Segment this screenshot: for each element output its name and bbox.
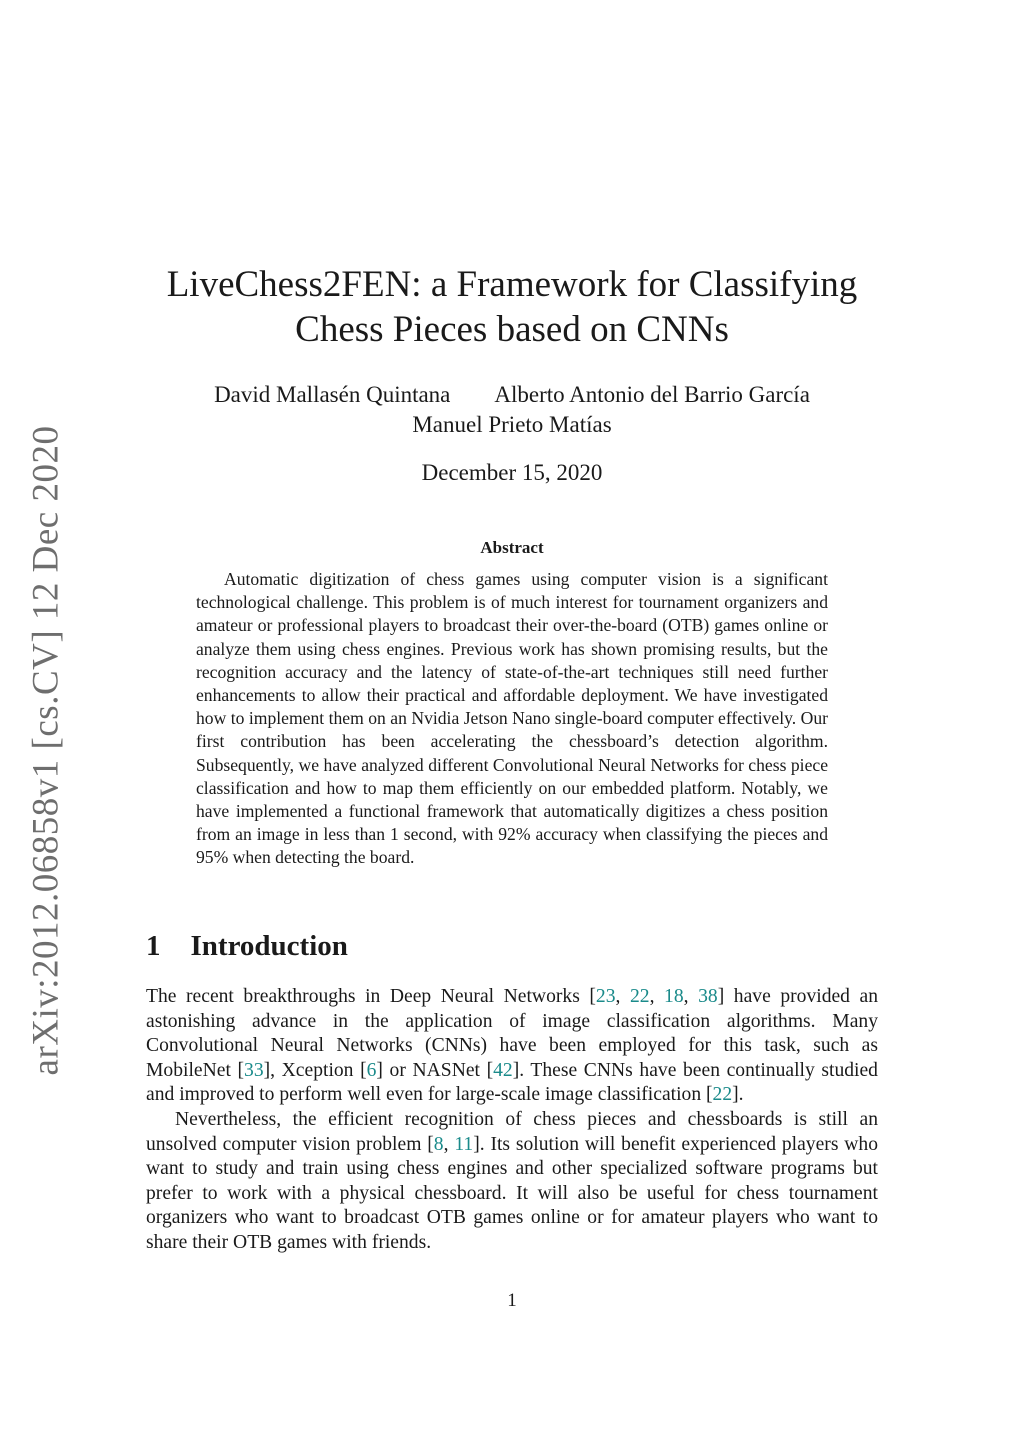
text-run: ]. Its solution will benefit experienced players who want to study and train using chess engines and other specialized software programs but prefer to work with a physical chessboard. It will also be useful for chess tournament organizers who want to broadcast OTB games online or for amateur players who want to share their OTB games with friends.: [146, 1133, 879, 1253]
paragraph-2: [146, 1108, 878, 1256]
text-run: ]. These CNNs have been continually studied and improved to perform well even for large-scale image classification [: [146, 1059, 878, 1106]
section-number: 1: [146, 930, 161, 962]
text-run: ].: [732, 1084, 744, 1106]
title-line-2: Chess Pieces based on CNNs: [295, 309, 729, 350]
text-run: ,: [683, 986, 699, 1007]
abstract-heading: Abstract: [480, 538, 544, 557]
citation-link[interactable]: 33: [244, 1059, 264, 1081]
text-run: ,: [443, 1133, 455, 1155]
citation-link[interactable]: 42: [493, 1059, 513, 1081]
paragraph-1: [146, 985, 878, 1108]
text-run: ,: [615, 986, 630, 1007]
citation-link[interactable]: 6: [366, 1059, 377, 1081]
author-list: [150, 380, 874, 440]
title-line-1: LiveChess2FEN: a Framework for Classifying: [166, 264, 858, 305]
section-title: Introduction: [190, 930, 348, 962]
introduction-body: [146, 985, 878, 1256]
section-heading: [146, 930, 348, 963]
arxiv-identifier-text: arXiv:2012.06858v1 [cs.CV] 12 Dec 2020: [25, 425, 67, 1075]
citation-link[interactable]: 8: [433, 1133, 444, 1155]
text-run: ] have provided an astonishing advance in the application of image classification algorithms. Many Convolutional Neural Networks (CNNs) have been employed for this task, such as MobileNet [: [146, 986, 879, 1081]
author-2: Alberto Antonio del Barrio García: [494, 382, 810, 407]
citation-link[interactable]: 22: [629, 986, 650, 1007]
text-run: The recent breakthroughs in Deep Neural Networks [: [146, 986, 596, 1007]
abstract-body: Automatic digitization of chess games using computer vision is a significant technological challenge. This problem is of much interest for tournament organizers and amateur or professional players to broadcast their over-the-board (OTB) games online or analyze them using chess engines. Previous work has shown promising results, but the recognition accuracy and the latency of state-of-the-art techniques still need further enhancements to allow their practical and affordable deployment. We have investigated how to implement them on an Nvidia Jetson Nano single-board computer effectively. Our first contribution has been accelerating the chessboard’s detection algorithm. Subsequently, we have analyzed different Convolutional Neural Networks for chess piece classification and how to map them efficiently on our embedded platform. Notably, we have implemented a functional framework that automatically digitizes a chess position from an image in less than 1 second, with 92% accuracy when classifying the pieces and 95% when detecting the board.: [196, 569, 828, 868]
citation-link[interactable]: 18: [664, 986, 684, 1007]
author-3: Manuel Prieto Matías: [412, 412, 612, 437]
text-run: ,: [649, 986, 665, 1007]
text-run: ], Xception [: [263, 1059, 367, 1081]
text-run: ] or NASNet [: [376, 1059, 494, 1081]
author-1: David Mallasén Quintana: [214, 382, 451, 407]
paper-title: [150, 262, 874, 352]
text-run: Nevertheless, the efficient recognition of chess pieces and chessboards is still an unsolved computer vision problem [: [146, 1108, 878, 1155]
publication-date: December 15, 2020: [421, 460, 603, 485]
arxiv-identifier-stamp: [25, 425, 67, 1075]
citation-link[interactable]: 38: [698, 986, 718, 1007]
citation-link[interactable]: 11: [454, 1133, 474, 1155]
citation-link[interactable]: 22: [712, 1084, 733, 1106]
citation-link[interactable]: 23: [595, 986, 616, 1007]
page-number: 1: [507, 1290, 517, 1311]
